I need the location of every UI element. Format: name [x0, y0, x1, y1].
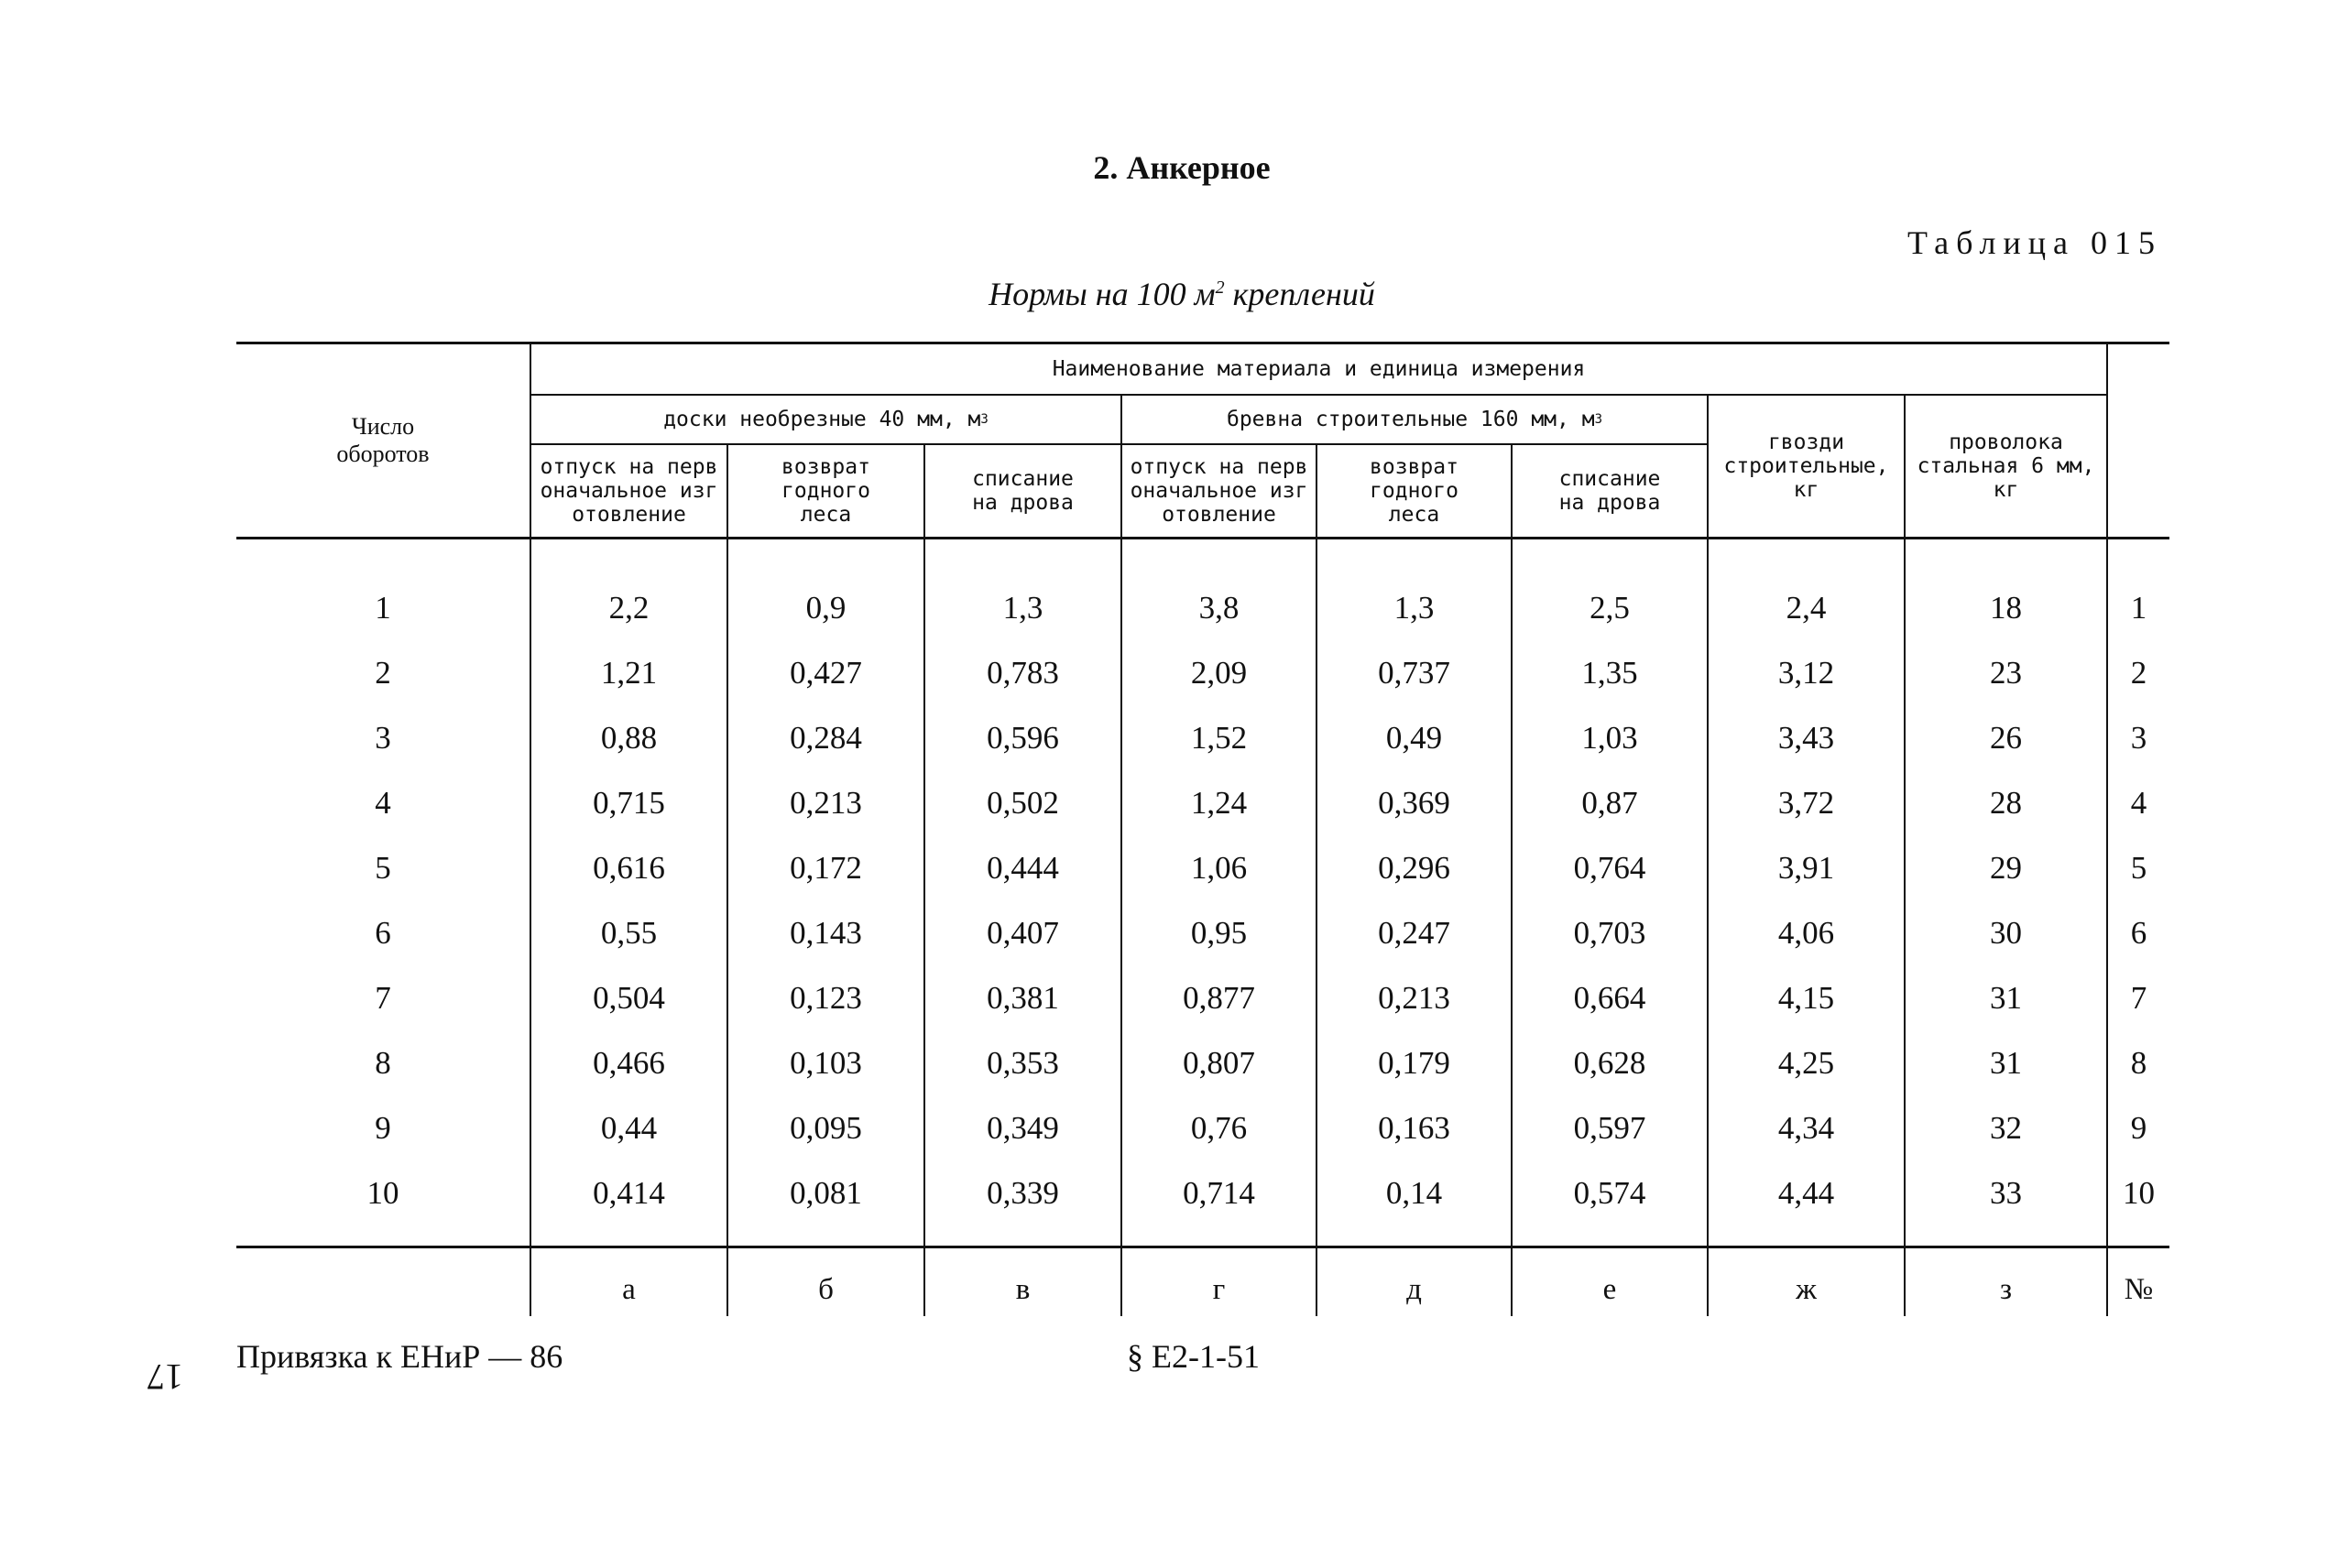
cell-b: 0,103: [790, 1045, 862, 1081]
cell-b: 0,427: [790, 655, 862, 691]
cell-g: 1,06: [1190, 850, 1248, 886]
enir-reference: Привязка к ЕНиР — 86: [236, 1338, 563, 1375]
cell-e: 1,03: [1581, 720, 1638, 756]
cell-g: 1,24: [1190, 785, 1248, 821]
cell-n: 6: [375, 915, 391, 951]
cell-v: 0,596: [987, 720, 1059, 756]
cell-e: 0,597: [1573, 1110, 1646, 1146]
cell-num: 10: [2123, 1175, 2155, 1211]
column-letter: б: [818, 1273, 834, 1306]
cell-v: 0,349: [987, 1110, 1059, 1146]
cell-g: 0,76: [1190, 1110, 1248, 1146]
rule-header-bottom: [236, 537, 2169, 539]
cell-e: 2,5: [1590, 590, 1630, 626]
cell-num: 2: [2130, 655, 2147, 691]
cell-n: 4: [375, 785, 391, 821]
cell-d: 0,14: [1385, 1175, 1443, 1211]
cell-b: 0,9: [805, 590, 847, 626]
cell-num: 9: [2130, 1110, 2147, 1146]
cell-d: 0,369: [1378, 785, 1450, 821]
cell-g: 3,8: [1198, 590, 1240, 626]
cell-n: 5: [375, 850, 391, 886]
page-number: 17: [147, 1356, 183, 1398]
cell-zh: 3,43: [1777, 720, 1835, 756]
cell-a: 1,21: [600, 655, 658, 691]
header-release-boards: отпуск на первоначальное изготовление: [540, 455, 718, 527]
section-title: 2. Анкерное: [1093, 149, 1271, 186]
cell-z: 30: [1990, 915, 2022, 951]
cell-b: 0,143: [790, 915, 862, 951]
cell-v: 0,783: [987, 655, 1059, 691]
cell-a: 0,466: [593, 1045, 665, 1081]
cell-z: 23: [1990, 655, 2022, 691]
cell-a: 0,414: [593, 1175, 665, 1211]
column-letter: г: [1212, 1273, 1226, 1306]
cell-zh: 2,4: [1786, 590, 1827, 626]
cell-v: 0,353: [987, 1045, 1059, 1081]
cell-b: 0,095: [790, 1110, 862, 1146]
section-reference: § Е2-1-51: [1127, 1338, 1260, 1375]
cell-n: 9: [375, 1110, 391, 1146]
cell-zh: 4,06: [1777, 915, 1835, 951]
table-number: Таблица 015: [1907, 224, 2162, 261]
cell-g: 1,52: [1190, 720, 1248, 756]
cell-a: 0,44: [600, 1110, 658, 1146]
cell-g: 0,877: [1183, 980, 1255, 1016]
cell-g: 0,807: [1183, 1045, 1255, 1081]
cell-zh: 4,15: [1777, 980, 1835, 1016]
header-writeoff-logs: списание на дрова: [1558, 467, 1661, 515]
cell-num: 6: [2130, 915, 2147, 951]
cell-zh: 3,91: [1777, 850, 1835, 886]
cell-g: 0,95: [1190, 915, 1248, 951]
cell-d: 1,3: [1393, 590, 1435, 626]
cell-zh: 3,12: [1777, 655, 1835, 691]
header-release-logs: отпуск на первоначальное изготовление: [1130, 455, 1308, 527]
cell-n: 3: [375, 720, 391, 756]
cell-a: 0,88: [600, 720, 658, 756]
cell-e: 1,35: [1581, 655, 1638, 691]
cell-d: 0,737: [1378, 655, 1450, 691]
cell-e: 0,574: [1573, 1175, 1646, 1211]
cell-num: 5: [2130, 850, 2147, 886]
cell-a: 0,616: [593, 850, 665, 886]
cell-zh: 4,34: [1777, 1110, 1835, 1146]
cell-z: 31: [1990, 980, 2022, 1016]
cell-v: 0,339: [987, 1175, 1059, 1211]
cell-b: 0,081: [790, 1175, 862, 1211]
cell-b: 0,172: [790, 850, 862, 886]
column-letter: в: [1015, 1273, 1031, 1306]
cell-zh: 4,25: [1777, 1045, 1835, 1081]
header-count: Число оборотов: [336, 413, 430, 467]
cell-z: 31: [1990, 1045, 2022, 1081]
cell-n: 2: [375, 655, 391, 691]
cell-a: 0,55: [600, 915, 658, 951]
cell-g: 0,714: [1183, 1175, 1255, 1211]
cell-num: 4: [2130, 785, 2147, 821]
cell-n: 8: [375, 1045, 391, 1081]
cell-n: 7: [375, 980, 391, 1016]
table-caption: Нормы на 100 $м^2$ креплений: [989, 276, 1375, 312]
cell-z: 32: [1990, 1110, 2022, 1146]
cell-z: 18: [1990, 590, 2022, 626]
column-letter: е: [1602, 1273, 1617, 1306]
cell-e: 0,628: [1573, 1045, 1646, 1081]
cell-e: 0,664: [1573, 980, 1646, 1016]
cell-d: 0,247: [1378, 915, 1450, 951]
rule-body-bottom: [236, 1246, 2169, 1248]
cell-d: 0,49: [1385, 720, 1443, 756]
cell-g: 2,09: [1190, 655, 1248, 691]
cell-zh: 4,44: [1777, 1175, 1835, 1211]
cell-v: 0,407: [987, 915, 1059, 951]
cell-b: 0,123: [790, 980, 862, 1016]
header-nails: гвозди строительные, кг: [1723, 430, 1889, 502]
cell-e: 0,764: [1573, 850, 1646, 886]
cell-b: 0,213: [790, 785, 862, 821]
cell-d: 0,296: [1378, 850, 1450, 886]
cell-a: 2,2: [608, 590, 650, 626]
cell-e: 0,87: [1581, 785, 1638, 821]
cell-d: 0,163: [1378, 1110, 1450, 1146]
column-letter: з: [1999, 1273, 2013, 1306]
header-wire: проволока стальная 6 мм, кг: [1917, 430, 2095, 502]
cell-v: 0,381: [987, 980, 1059, 1016]
header-boards-group: доски необрезные 40 мм, м 3: [663, 408, 989, 431]
cell-z: 29: [1990, 850, 2022, 886]
column-letter: а: [622, 1273, 636, 1306]
cell-n: 10: [366, 1175, 399, 1211]
cell-d: 0,179: [1378, 1045, 1450, 1081]
cell-num: 3: [2130, 720, 2147, 756]
header-material-group: Наименование материала и единица измерения: [1052, 357, 1586, 381]
header-logs-group: бревна строительные 160 мм, м 3: [1226, 408, 1602, 431]
cell-v: 0,502: [987, 785, 1059, 821]
cell-z: 33: [1990, 1175, 2022, 1211]
cell-z: 26: [1990, 720, 2022, 756]
column-letter: №: [2124, 1273, 2154, 1306]
column-letter: ж: [1796, 1273, 1817, 1306]
column-letter: д: [1406, 1273, 1422, 1306]
cell-e: 0,703: [1573, 915, 1646, 951]
cell-num: 1: [2130, 590, 2147, 626]
cell-n: 1: [375, 590, 391, 626]
header-return-logs: возврат годного леса: [1370, 455, 1458, 527]
cell-num: 7: [2130, 980, 2147, 1016]
rule-v-num: [2106, 342, 2108, 1316]
cell-v: 1,3: [1002, 590, 1043, 626]
cell-d: 0,213: [1378, 980, 1450, 1016]
cell-b: 0,284: [790, 720, 862, 756]
cell-zh: 3,72: [1777, 785, 1835, 821]
cell-z: 28: [1990, 785, 2022, 821]
cell-v: 0,444: [987, 850, 1059, 886]
cell-num: 8: [2130, 1045, 2147, 1081]
header-writeoff-boards: списание на дрова: [972, 467, 1074, 515]
cell-a: 0,715: [593, 785, 665, 821]
cell-a: 0,504: [593, 980, 665, 1016]
header-return-boards: возврат годного леса: [781, 455, 870, 527]
